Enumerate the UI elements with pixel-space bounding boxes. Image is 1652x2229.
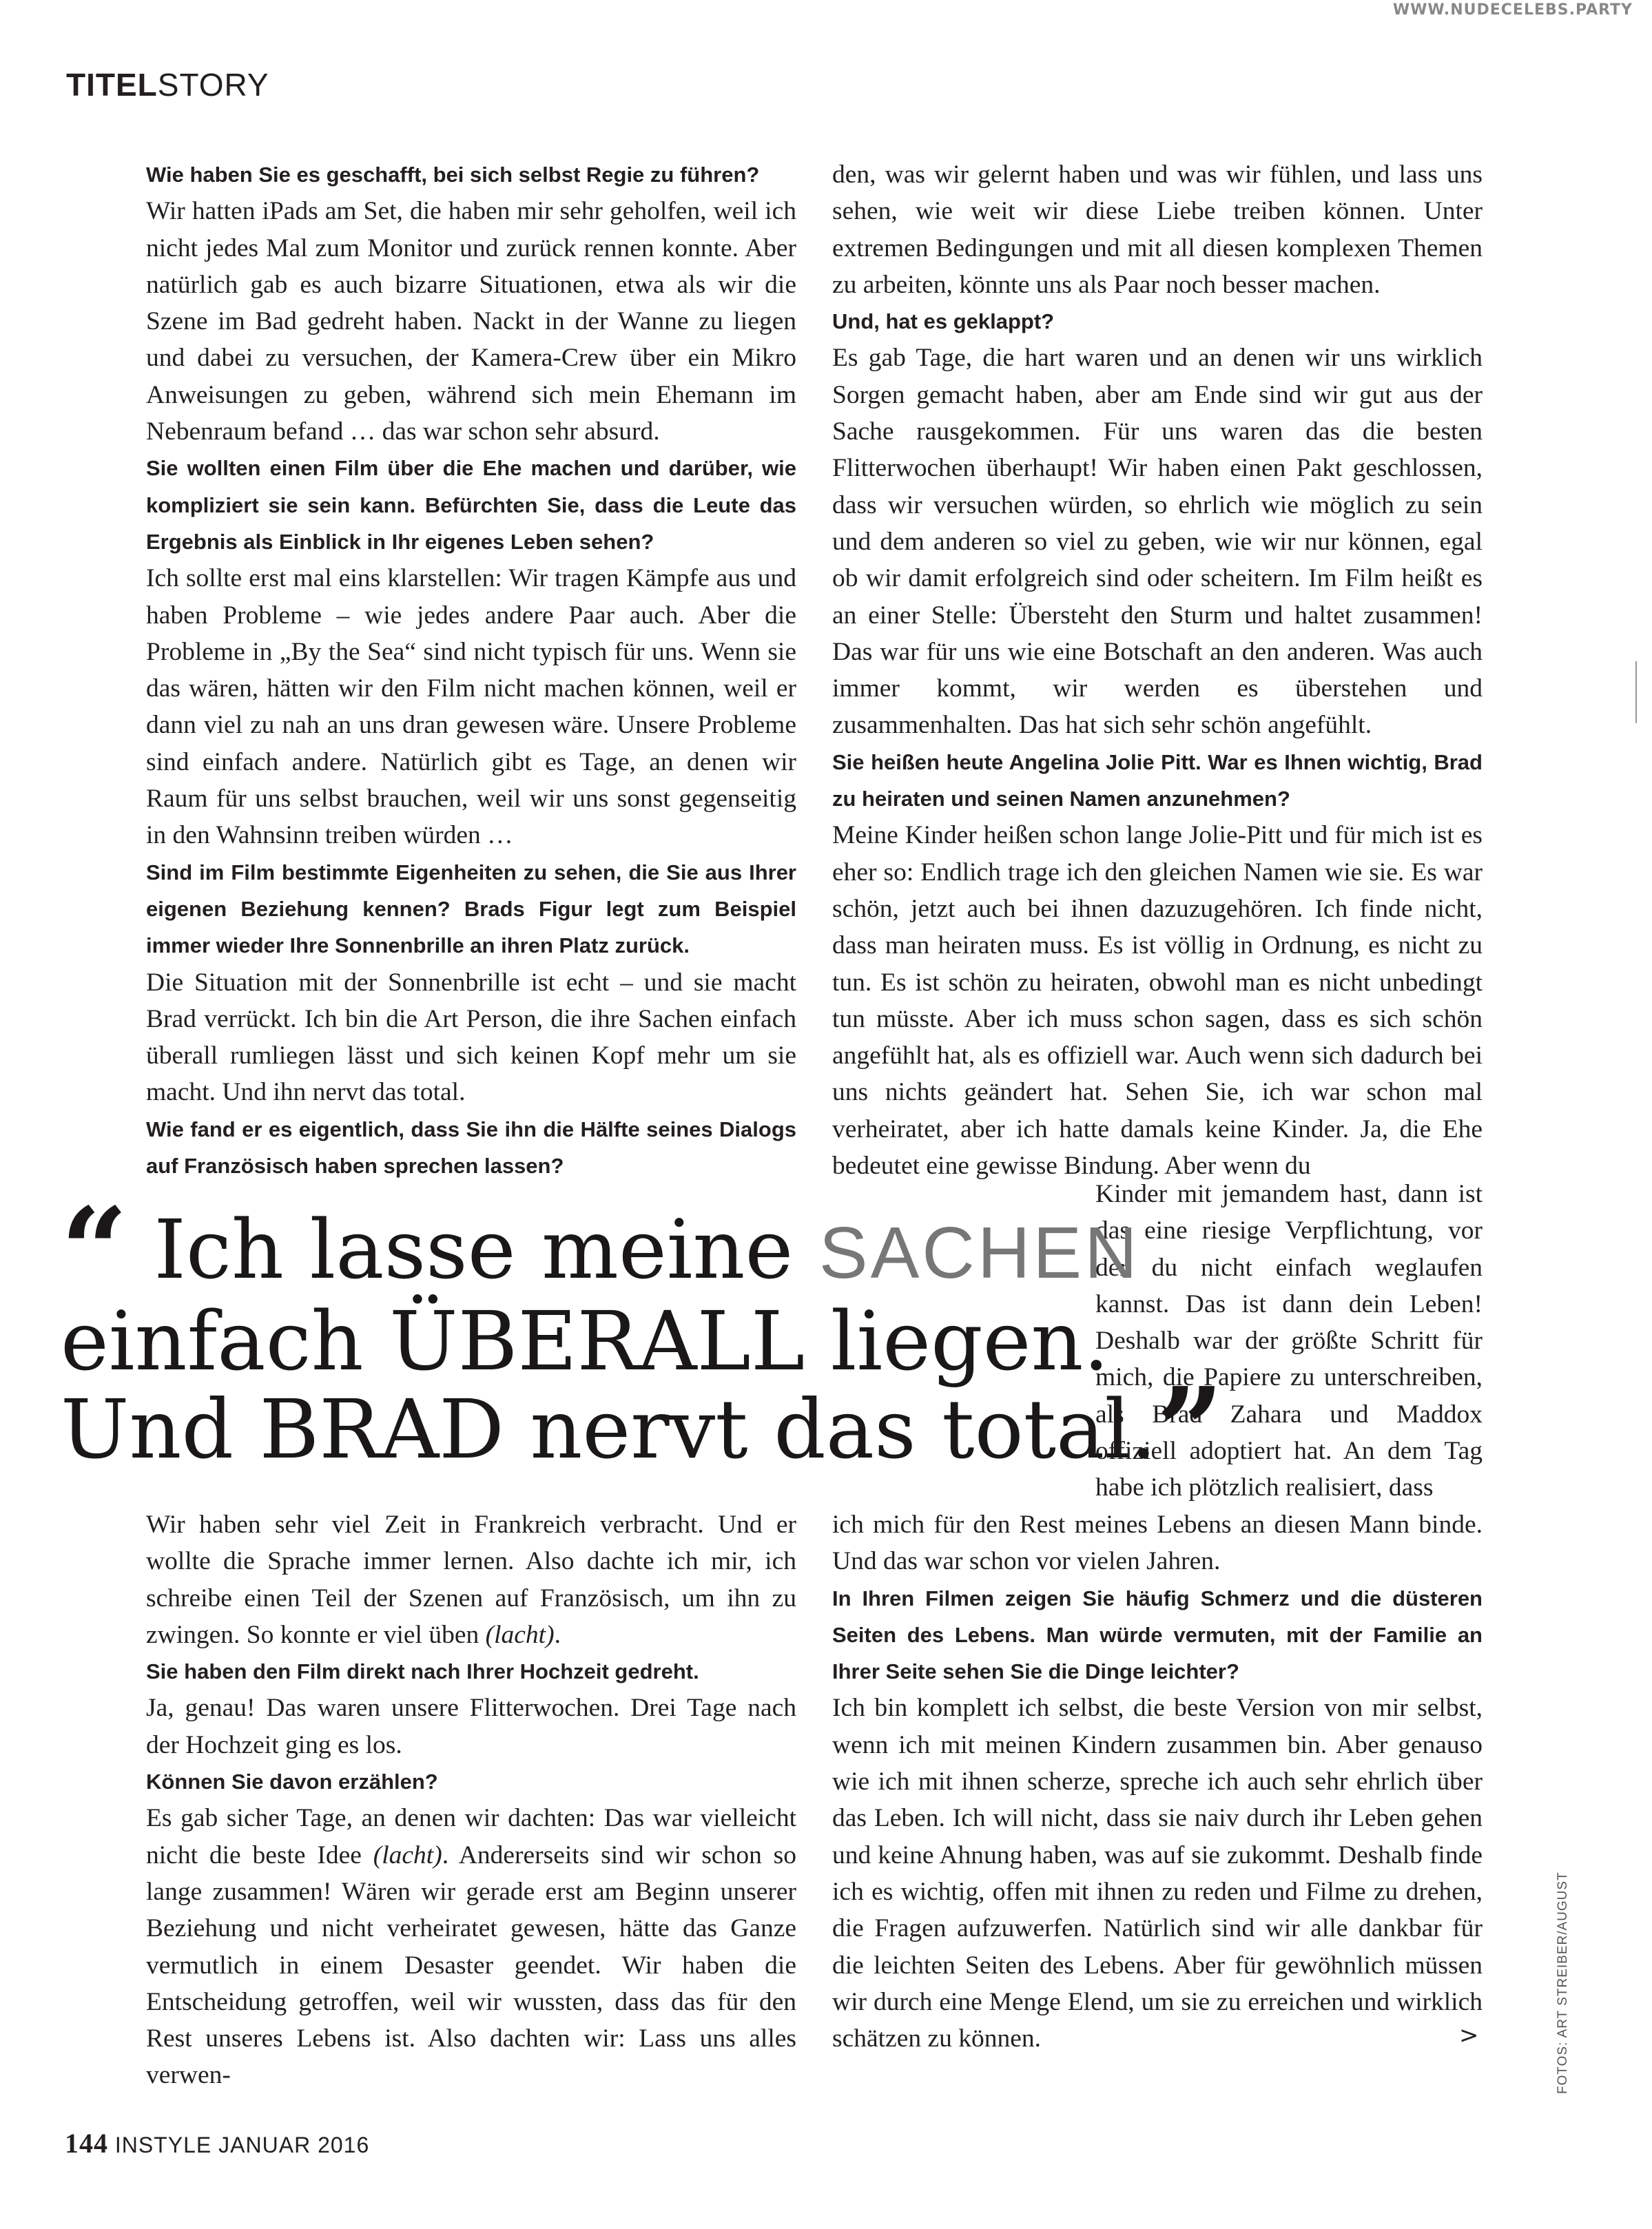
answer: Die Situation mit der Sonnenbrille ist echt – und sie macht Brad verrückt. Ich bin die Art Person, die ihre Sachen einfach überall rumliegen lässt und sich keinen Kopf mehr um sie macht. Und ihn nervt das total. — [146, 968, 796, 1107]
pull-quote-text: Ich lasse meine — [154, 1202, 819, 1297]
pull-quote-highlight: SACHEN — [818, 1212, 1140, 1294]
page-edge-mark — [1635, 661, 1644, 723]
answer: Wir haben sehr viel Zeit in Frankreich verbracht. Und er wollte die Sprache immer lernen. Also dachte ich mir, ich schreibe einen Teil der Szenen auf Französisch, um ihn zu zwingen. So konnte er viel üben (lacht). — [146, 1511, 796, 1649]
section-label — [66, 66, 269, 103]
question: Sie wollten einen Film über die Ehe machen und darüber, wie kompliziert sie sein kann. Befürchten Sie, dass die Leute das Ergebnis als Einblick in Ihr eigenes Leben sehen? — [146, 456, 796, 554]
column-left-bottom — [146, 1506, 796, 2094]
section-label-light: STORY — [157, 67, 269, 103]
column-right-top — [832, 156, 1483, 1184]
continue-arrow-icon: > — [1459, 2022, 1479, 2049]
photo-credit: FOTOS: ART STREIBER/AUGUST — [1556, 1872, 1570, 2094]
answer: Meine Kinder heißen schon lange Jolie-Pitt und für mich ist es eher so: Endlich trage ich den gleichen Namen wie sie. Es war schön, jetzt auch bei ihnen dazuzugehören. Ich finde nicht, dass man heiraten muss. Es ist völlig in Ordnung, es nicht zu tun. Es ist schön zu heiraten, obwohl man es nicht unbedingt tun müsste. Aber ich muss schon sagen, dass es sich schön angefühlt hat, als es offiziell war. Auch wenn sich dadurch bei uns nichts geändert hat. Sehen Sie, ich war schon mal verheiratet, aber ich hatte damals keine Kinder. Ja, die Ehe bedeutet eine gewisse Bindung. Aber wenn du — [832, 821, 1483, 1181]
answer: Ich sollte erst mal eins klarstellen: Wir tragen Kämpfe aus und haben Probleme – wie jedes andere Paar auch. Aber die Probleme in „By the Sea“ sind nicht typisch für uns. Wenn sie das wären, hätten wir den Film nicht machen können, weil er dann viel zu nah an uns dran gewesen wäre. Unsere Probleme sind einfach andere. Natürlich gibt es Tage, an denen wir Raum für uns selbst brauchen, weil wir uns sonst gegenseitig in den Wahnsinn treiben würden … — [146, 564, 796, 850]
pull-quote-line-2: einfach ÜBERALL liegen. — [61, 1294, 1109, 1389]
question: Können Sie davon erzählen? — [146, 1770, 438, 1794]
watermark: WWW.NUDECELEBS.PARTY — [1392, 1, 1633, 19]
pull-quote-line-1 — [61, 1182, 1223, 1320]
pull-quote-text: Und BRAD nervt das total. — [61, 1382, 1157, 1477]
question: Sie haben den Film direkt nach Ihrer Hochzeit gedreht. — [146, 1659, 699, 1684]
answer-continued: Kinder mit jemandem hast, dann ist das eine riesige Verpflichtung, vor der du nicht einfach weglaufen kannst. Das ist dann dein Leben! Deshalb war der größte Schritt für mich, die Papiere zu unterschreiben, als Brad Zahara und Maddox offiziell adoptiert hat. An dem Tag habe ich plötzlich realisiert, dass — [1095, 1180, 1483, 1502]
answer: ich mich für den Rest meines Lebens an diesen Mann binde. Und das war schon vor vielen Jahren. — [832, 1511, 1483, 1576]
question: Wie haben Sie es geschafft, bei sich selbst Regie zu führen? — [146, 163, 760, 187]
pull-quote — [61, 1182, 1224, 1500]
answer: Wir hatten iPads am Set, die haben mir sehr geholfen, weil ich nicht jedes Mal zum Monitor und zurück rennen konnte. Aber natürlich gab es auch bizarre Situationen, etwa als wir die Szene im Bad gedreht haben. Nackt in der Wanne zu liegen und dabei zu versuchen, der Kamera-Crew über ein Mikro Anweisungen zu geben, während sich mein Ehemann im Nebenraum befand … das war schon sehr absurd. — [146, 197, 796, 446]
section-label-bold: TITEL — [66, 67, 158, 103]
question: Wie fand er es eigentlich, dass Sie ihn die Hälfte seines Dialogs auf Französisch haben sprechen lassen? — [146, 1117, 796, 1179]
answer: den, was wir gelernt haben und was wir fühlen, und lass uns sehen, wie weit wir diese Liebe treiben können. Unter extremen Bedingungen und mit all diesen komplexen Themen zu arbeiten, könnte uns als Paar noch besser machen. — [832, 160, 1483, 299]
answer: Es gab sicher Tage, an denen wir dachten: Das war vielleicht nicht die beste Idee (lacht). Andererseits sind wir schon so lange zusammen! Wären wir gerade erst am Beginn unserer Beziehung und nicht verheiratet gewesen, hätte das Ganze vermutlich in einem Desaster geendet. Wir haben die Entscheidung getroffen, weil wir wussten, dass das für den Rest unseres Lebens ist. Also dachten wir: Lass uns alles verwen- — [146, 1804, 797, 2090]
open-quote-mark: “ — [61, 1182, 128, 1320]
question: Und, hat es geklappt? — [832, 309, 1055, 334]
question: Sie heißen heute Angelina Jolie Pitt. War es Ihnen wichtig, Brad zu heiraten und seinen Namen anzunehmen? — [832, 749, 1483, 811]
page-footer — [65, 2127, 369, 2159]
answer: Ja, genau! Das waren unsere Flitterwochen. Drei Tage nach der Hochzeit ging es los. — [146, 1694, 796, 1759]
answer: Es gab Tage, die hart waren und an denen wir uns wirklich Sorgen gemacht haben, aber am Ende sind wir gut aus der Sache rausgekommen. Für uns waren das die besten Flitterwochen überhaupt! Wir haben einen Pakt geschlossen, dass wir versuchen würden, so ehrlich wie möglich zu sein und dem anderen so viel zu geben, wie wir nur können, egal ob wir damit erfolgreich sind oder scheitern. Im Film heißt es an einer Stelle: Übersteht den Sturm und haltet zusammen! Das war für uns wie eine Botschaft an den anderen. Was auch immer kommt, wir werden es überstehen und zusammenhalten. Das hat sich sehr schön angefühlt. — [832, 344, 1483, 740]
column-right-bottom — [832, 1506, 1483, 2057]
question: Sind im Film bestimmte Eigenheiten zu sehen, die Sie aus Ihrer eigenen Beziehung kennen? Brads Figur legt zum Beispiel immer wieder Ihre Sonnenbrille an ihren Platz zurück. — [146, 860, 796, 958]
column-left-top — [146, 156, 796, 1184]
pull-quote-line-3 — [61, 1362, 1224, 1500]
page-number: 144 — [65, 2128, 108, 2159]
question: In Ihren Filmen zeigen Sie häufig Schmerz und die düsteren Seiten des Lebens. Man würde vermuten, mit der Familie an Ihrer Seite sehen Sie die Dinge leichter? — [832, 1586, 1483, 1684]
answer: Ich bin komplett ich selbst, die beste Version von mir selbst, wenn ich mit meinen Kindern zusammen bin. Aber genauso wie ich mit ihnen scherze, spreche ich auch sehr ehrlich über das Leben. Ich will nicht, dass sie naiv durch ihr Leben gehen und keine Ahnung haben, was auf sie zukommt. Deshalb finde ich es wichtig, offen mit ihnen zu reden und Filme zu drehen, die Fragen aufzuwerfen. Natürlich sind wir alle dankbar für die leichten Seiten des Lebens. Aber für gewöhnlich müssen wir durch eine Menge Elend, um sie zu erreichen und wirklich schätzen zu können. — [832, 1694, 1483, 2053]
footer-text: INSTYLE JANUAR 2016 — [108, 2133, 370, 2157]
close-quote-mark: ” — [1156, 1362, 1224, 1500]
